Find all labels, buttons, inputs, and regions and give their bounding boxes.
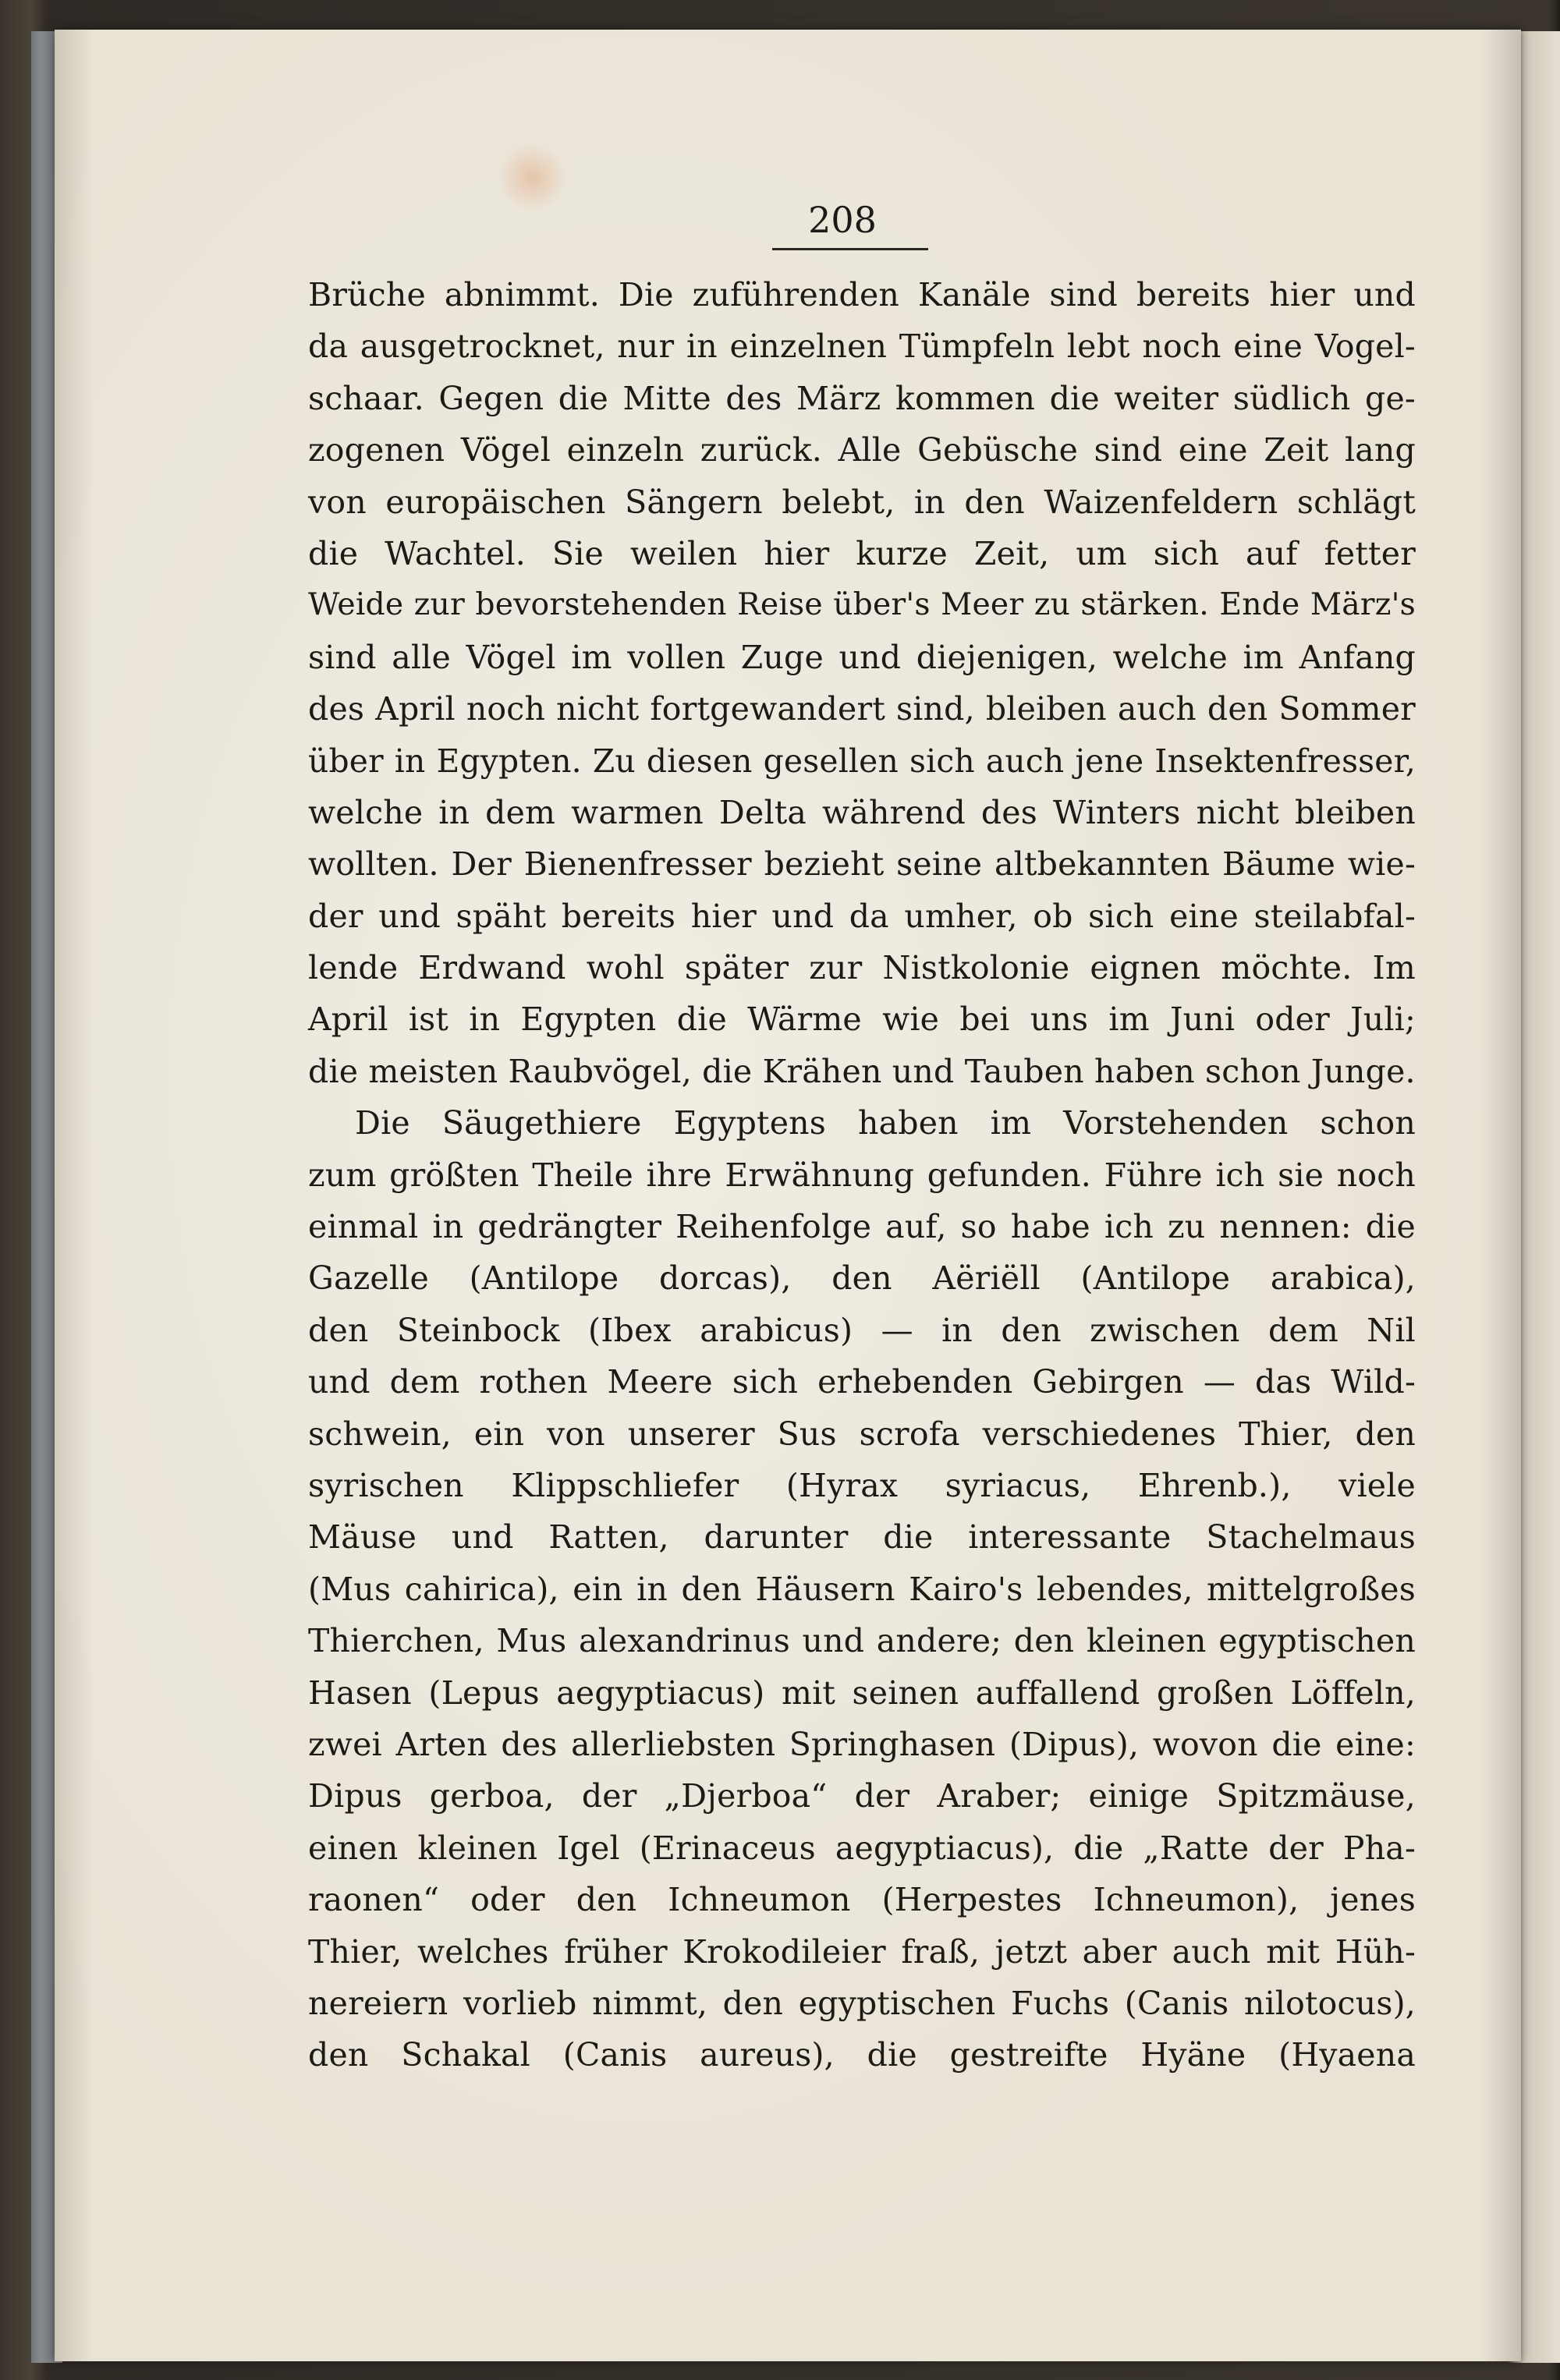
- text-line: syrischen Klippschliefer (Hyrax syriacus, Ehrenb.), viele: [308, 1466, 1416, 1504]
- text-line: zogenen Vögel einzeln zurück. Alle Gebüsche sind eine Zeit lang: [308, 431, 1416, 469]
- text-line: den Schakal (Canis aureus), die gestreifte Hyäne (Hyaena: [308, 2036, 1416, 2074]
- text-line: von europäischen Sängern belebt, in den Waizenfeldern schlägt: [308, 483, 1416, 521]
- header-rule: [772, 248, 928, 250]
- text-line: der und späht bereits hier und da umher, ob sich eine steilabfal-: [308, 897, 1416, 935]
- text-line: einen kleinen Igel (Erinaceus aegyptiacus), die „Ratte der Pha-: [308, 1829, 1416, 1867]
- text-line: zwei Arten des allerliebsten Springhasen (Dipus), wovon die eine:: [308, 1725, 1416, 1763]
- text-line: nereiern vorlieb nimmt, den egyptischen Fuchs (Canis nilotocus),: [308, 1984, 1416, 2022]
- text-line: Thier, welches früher Krokodileier fraß, jetzt aber auch mit Hüh-: [308, 1932, 1416, 1971]
- text-line: über in Egypten. Zu diesen gesellen sich auch jene Insektenfresser,: [308, 742, 1416, 780]
- text-line: welche in dem warmen Delta während des Winters nicht bleiben: [308, 793, 1416, 831]
- text-line: wollten. Der Bienenfresser bezieht seine altbekannten Bäume wie-: [308, 845, 1416, 884]
- text-line: schaar. Gegen die Mitte des März kommen die weiter südlich ge-: [308, 379, 1416, 417]
- text-line: den Steinbock (Ibex arabicus) — in den zwischen dem Nil: [308, 1311, 1416, 1349]
- text-line: raonen“ oder den Ichneumon (Herpestes Ichneumon), jenes: [308, 1881, 1416, 1919]
- text-line: sind alle Vögel im vollen Zuge und diejenigen, welche im Anfang: [308, 638, 1416, 676]
- text-line: Gazelle (Antilope dorcas), den Aëriëll (Antilope arabica),: [308, 1259, 1416, 1298]
- body-text: [308, 269, 1416, 2081]
- text-line: einmal in gedrängter Reihenfolge auf, so habe ich zu nennen: die: [308, 1208, 1416, 1246]
- text-line: Mäuse und Ratten, darunter die interessante Stachelmaus: [308, 1518, 1416, 1557]
- text-line: lende Erdwand wohl später zur Nistkolonie eignen möchte. Im: [308, 949, 1416, 987]
- text-line: da ausgetrocknet, nur in einzelnen Tümpfeln lebt noch eine Vogel-: [308, 328, 1416, 366]
- text-line: Thierchen, Mus alexandrinus und andere; den kleinen egyptischen: [308, 1622, 1416, 1660]
- text-line: Dipus gerboa, der „Djerboa“ der Araber; einige Spitzmäuse,: [308, 1777, 1416, 1815]
- text-line: die Wachtel. Sie weilen hier kurze Zeit, um sich auf fetter: [308, 534, 1416, 572]
- text-line: und dem rothen Meere sich erhebenden Gebirgen — das Wild-: [308, 1363, 1416, 1401]
- text-line: zum größten Theile ihre Erwähnung gefunden. Führe ich sie noch: [308, 1156, 1416, 1194]
- text-line: (Mus cahirica), ein in den Häusern Kairo's lebendes, mittelgroßes: [308, 1570, 1416, 1608]
- text-line: des April noch nicht fortgewandert sind, bleiben auch den Sommer: [308, 690, 1416, 728]
- paragraph-start-line: Die Säugethiere Egyptens haben im Vorstehenden schon: [355, 1104, 1416, 1142]
- text-line: schwein, ein von unserer Sus scrofa verschiedenes Thier, den: [308, 1415, 1416, 1453]
- text-line: Weide zur bevorstehenden Reise über's Meer zu stärken. Ende März's: [308, 587, 1416, 623]
- paragraph-end-line: die meisten Raubvögel, die Krähen und Tauben haben schon Junge.: [308, 1052, 1416, 1090]
- page-number: 208: [808, 199, 877, 241]
- text-line: Brüche abnimmt. Die zuführenden Kanäle sind bereits hier und: [308, 276, 1416, 313]
- text-line: Hasen (Lepus aegyptiacus) mit seinen auffallend großen Löffeln,: [308, 1673, 1416, 1712]
- text-line: April ist in Egypten die Wärme wie bei uns im Juni oder Juli;: [308, 1001, 1416, 1039]
